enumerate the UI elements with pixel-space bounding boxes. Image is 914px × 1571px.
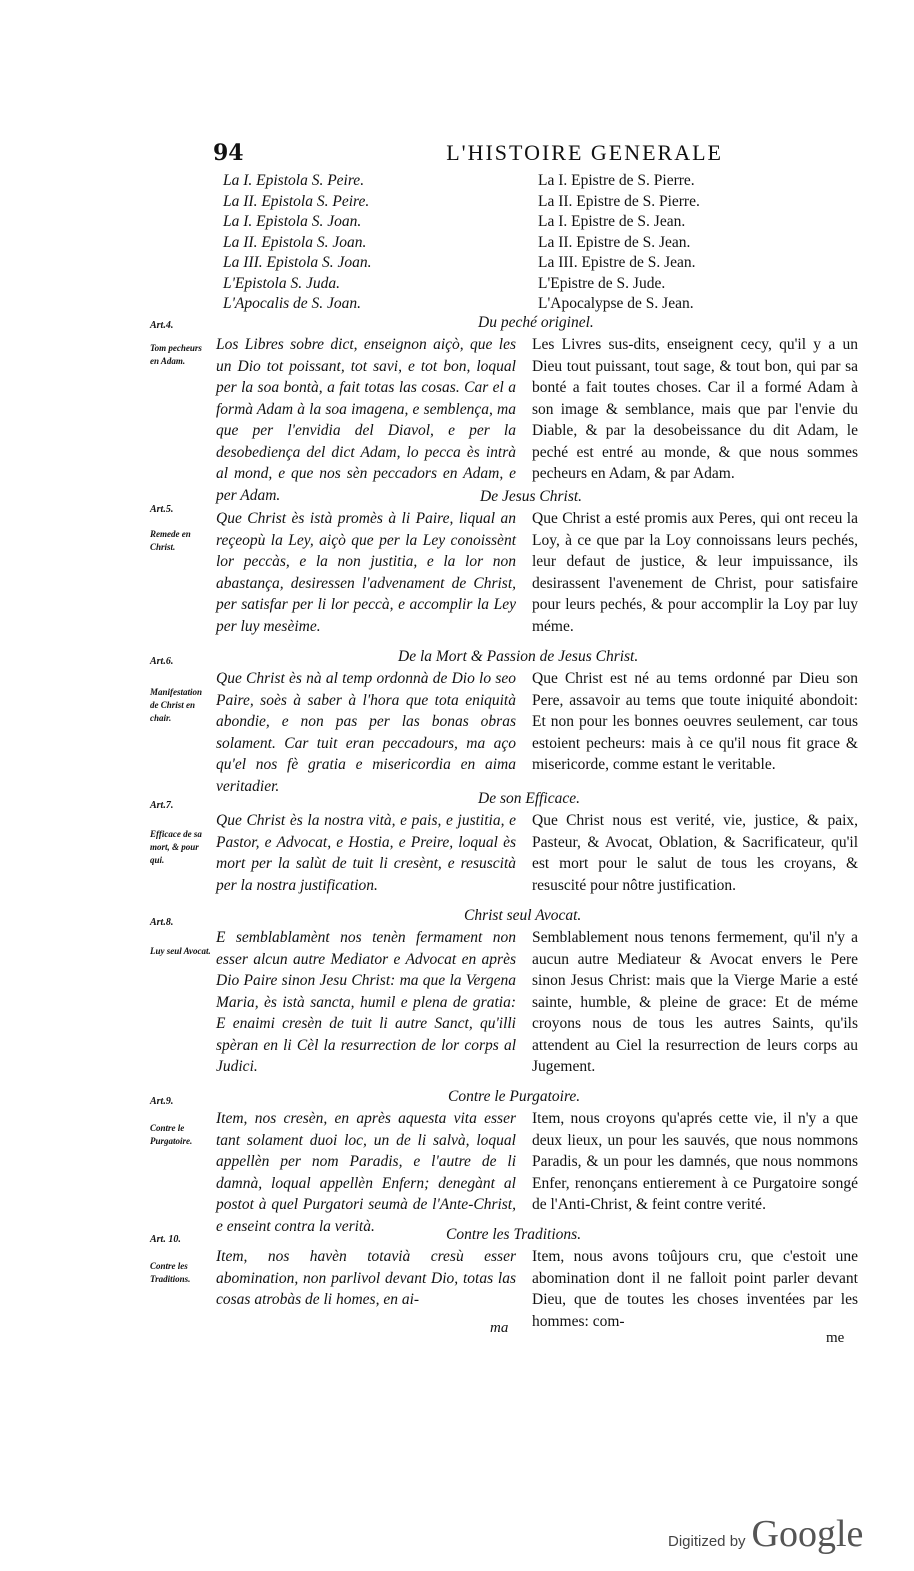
section-heading: De Jesus Christ. — [480, 488, 583, 505]
margin-note: Efficace de sa mort, & pour qui. — [150, 829, 202, 865]
margin-note: Tom pecheurs en Adam. — [150, 343, 202, 366]
list-item — [220, 275, 760, 296]
watermark-prefix: Digitized by — [668, 1533, 746, 1550]
french-text: Item, nous croyons qu'aprés cette vie, il n'y a que deux lieux, un pour les sauvés, que nous nommons Paradis, & un pour les damnés, que nous nommons Enfer, renonçans entierement à ce Purgatoire songé de l'Anti-Christ, & feint contre verité. — [532, 1110, 858, 1213]
list-french: La III. Epistre de S. Jean. — [538, 254, 696, 271]
french-text: Semblablement nous tenons fermement, qu'il n'y a aucun autre Mediateur & Avocat envers le Pere sinon Jesus Christ: mais que la Vierge Marie a esté sainte, humble, & pleine de grace: Et de méme croyons nous de tous les autres Saints, qu'ils attendent au Ciel la resurrection de leurs corps au Jugement. — [532, 929, 858, 1075]
list-french: L'Epistre de S. Jude. — [538, 274, 666, 292]
article-number: Art. 10. — [150, 1234, 181, 1245]
section-heading: Christ seul Avocat. — [464, 907, 582, 924]
section-heading: Du peché originel. — [478, 314, 594, 331]
occitan-text: Que Christ ès istà promès à li Paire, liqual an reçeopù la Ley, aiçò que per la Ley conoissènt lor peccàs, e la non justitia, e la lor non abastança, desiressen l'advenament de Christ, per satisfar per li lor peccà, e accomplir la Ley per luy mesèime. — [216, 510, 516, 635]
running-title: L'HISTOIRE GENERALE — [446, 140, 723, 165]
section-heading: Contre le Purgatoire. — [448, 1088, 581, 1105]
article-number: Art.8. — [150, 917, 174, 928]
occitan-text: Que Christ ès la nostra vità, e pais, e justitia, e Pastor, e Advocat, e Hostia, e Preire, loqual ès mort per la salùt de tuit li cresènt, e resuscità per la nostra justification. — [216, 812, 516, 894]
list-occitan: La I. Epistola S. Joan. — [223, 213, 362, 230]
margin-note: Remede en Christ. — [150, 529, 191, 552]
list-item — [220, 295, 760, 316]
french-text: Que Christ a esté promis aux Peres, qui ont receu la Loy, à ce que par la Loy connoissans leurs pechés, leur defaut de justice, & leur impuissance, ils desirassent l'avenement de Christ, pour satisfaire pour leurs pechés, & pour accomplir la Loy par luy méme. — [532, 510, 858, 635]
margin-note: Luy seul Avocat. — [150, 946, 211, 956]
article-number: Art.7. — [150, 800, 174, 811]
occitan-text: Los Libres sobre dict, enseignon aiçò, que les un Dio tot poissant, tot savi, e tot bon, loqual per la soa bontà, a fait totas las cosas. Car el a formà Adam à la soa imagena, e semblença, ma que per l'envidia del Diavol, e per la desobediença del dict Adam, lo pecca ès intrà al mond, e que nos sèn peccadors en Adam, e per Adam. — [216, 336, 516, 504]
french-text: Que Christ nous est verité, vie, justice, & paix, Pasteur, & Avocat, Oblation, & Sacrificateur, qu'il est mort pour le salut de tous les croyans, & resuscité pour nôtre justification. — [532, 812, 858, 894]
french-text: Que Christ est né au tems ordonné par Dieu son Pere, assavoir au tems que toute iniquité abondoit: Et non pour les bonnes oeuvres seulement, car tous estoient pecheurs: mais à ce qu'il nous fit grace & misericorde, comme estant le veritable. — [532, 670, 858, 773]
french-text: Item, nous avons toûjours cru, que c'estoit une abomination dont il ne falloit point parler devant Dieu, que de toutes les choses inventées par les hommes: com- — [532, 1248, 858, 1330]
catchword-french: me — [826, 1330, 845, 1346]
list-french: La I. Epistre de S. Jean. — [538, 213, 686, 230]
list-item — [220, 213, 760, 234]
list-occitan: La I. Epistola S. Peire. — [223, 172, 365, 189]
list-french: La II. Epistre de S. Pierre. — [538, 192, 700, 210]
google-logo: Google — [751, 1513, 864, 1555]
page-number: 94 — [213, 140, 244, 166]
article-number: Art.9. — [150, 1096, 174, 1107]
margin-note: Manifestation de Christ en chair. — [150, 687, 203, 723]
list-item — [220, 234, 760, 255]
list-french: La II. Epistre de S. Jean. — [538, 233, 691, 251]
list-occitan: La III. Epistola S. Joan. — [223, 254, 372, 271]
list-occitan: L'Epistola S. Juda. — [223, 274, 340, 292]
digitization-watermark — [668, 1512, 864, 1555]
running-header — [213, 140, 723, 168]
occitan-text: E semblablamènt nos tenèn fermament non esser alcun autre Mediator e Advocat en après Dio Paire sinon Jesu Christ: ma que la Vergena Maria, ès istà sancta, humil e plena de gratia: E enaimi cresèn de tuit li autre Sanct, qu'illi spèran en li Cèl la resurrection de lor corps al Judici. — [216, 929, 516, 1075]
list-french: L'Apocalypse de S. Jean. — [538, 295, 694, 312]
section-heading: Contre les Traditions. — [446, 1226, 582, 1243]
section-heading: De son Efficace. — [478, 790, 581, 807]
list-french: La I. Epistre de S. Pierre. — [538, 172, 695, 189]
section-heading: De la Mort & Passion de Jesus Christ. — [398, 648, 639, 665]
occitan-text: Que Christ ès nà al temp ordonnà de Dio lo seo Paire, soès à saber à l'hora que tota eniquità abondie, e non pas per las bonas obras solament. Car tuit eran peccadours, ma aço qu'el nos fè gratia e misericordia en aima veritadier. — [216, 670, 516, 795]
occitan-text: Item, nos cresèn, en après aquesta vita esser tant solament duoi loc, un de li salvà, loqual appellèn per nom Paradis, e l'autre de li damnà, loqual appellèn Enfern; denegànt al postot à quel Purgatori seumà de l'Ante-Christ, e enseint contra la verità. — [216, 1110, 516, 1235]
article-number: Art.6. — [150, 656, 174, 667]
epistle-list — [220, 172, 760, 316]
article-number: Art.4. — [150, 320, 174, 331]
list-item — [220, 254, 760, 275]
list-item — [220, 193, 760, 214]
list-occitan: La II. Epistola S. Peire. — [223, 192, 370, 210]
list-occitan: La II. Epistola S. Joan. — [223, 233, 367, 251]
article-number: Art.5. — [150, 504, 174, 515]
catchword-occitan: ma — [490, 1320, 509, 1336]
margin-note: Contre le Purgatoire. — [150, 1123, 193, 1146]
list-occitan: L'Apocalis de S. Joan. — [223, 295, 362, 312]
margin-note: Contre les Traditions. — [150, 1261, 191, 1284]
list-item — [220, 172, 760, 193]
french-text: Les Livres sus-dits, enseignent cecy, qu'il y a un Dieu tout puissant, tout sage, & tout bon, qui par sa bonté a fait toutes choses. Car il a formé Adam à son image & semblance, mais que par l'envie du Diable, & par la desobeissance du dit Adam, le peché est entré au monde, & que nous sommes pecheurs en Adam, & par Adam. — [532, 336, 858, 482]
occitan-text: Item, nos havèn totavià cresù esser abomination, non parlivol devant Dio, totas las cosas atrobàs de li homes, en ai- — [216, 1248, 516, 1308]
